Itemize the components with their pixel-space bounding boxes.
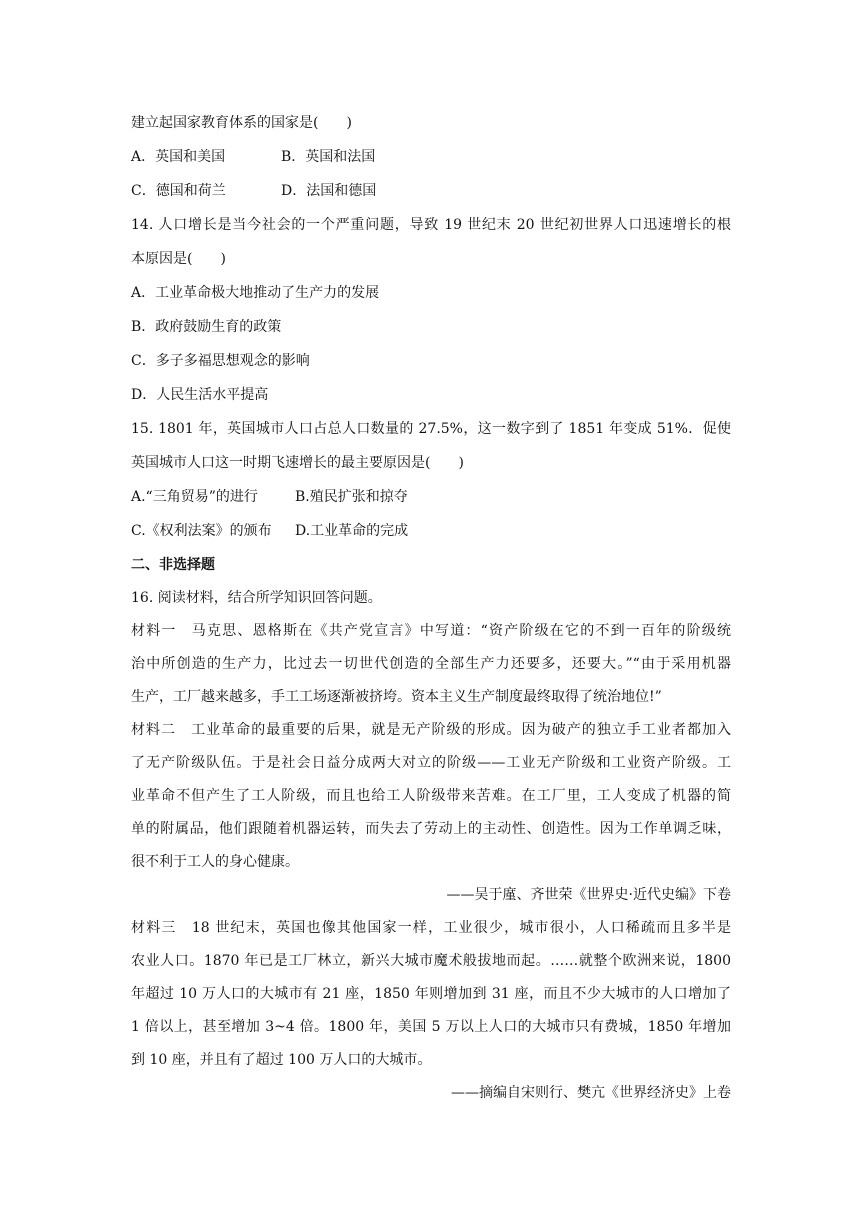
q14-option-b: B．政府鼓励生育的政策 [131,319,282,335]
q13-option-d: D．法国和德国 [281,183,377,199]
material-3-line: 1 倍以上，甚至增加 3~4 倍。1800 年，美国 5 万以上人口的大城市只有费城，1850 年增加 [131,1019,731,1035]
material-3-line: 农业人口。1870 年已是工厂林立，新兴大城市魔术般拔地而起。……就整个欧洲来说，1800 [131,953,731,969]
q13-option-b: B．英国和法国 [281,149,376,165]
q16-intro: 16. 阅读材料，结合所学知识回答问题。 [131,590,382,606]
q15-options-row-1 [131,480,731,514]
q15-option-d: D.工业革命的完成 [295,523,409,539]
q15-option-a: A.“三角贸易”的进行 [131,489,258,505]
q15-option-b: B.殖民扩张和掠夺 [295,489,408,505]
material-1-line: 材料一 马克思、恩格斯在《共产党宣言》中写道：“资产阶级在它的不到一百年的阶级统 [131,623,731,639]
q14-stem-line-1: 14. 人口增长是当今社会的一个严重问题，导致 19 世纪末 20 世纪初世界人口迅速增长的根 [131,217,731,233]
material-3-line: 到 10 座，并且有了超过 100 万人口的大城市。 [131,1052,432,1068]
q15-stem-line-1: 15. 1801 年，英国城市人口占总人口数量的 27.5%，这一数字到了 1851 年变成 51%．促使 [131,421,731,437]
q14-option-c: C．多子多福思想观念的影响 [131,353,310,369]
q13-option-c: C．德国和荷兰 [131,183,226,199]
material-2-line: 很不利于工人的身心健康。 [131,854,299,870]
q13-stem-tail: 建立起国家教育体系的国家是( ) [131,115,352,131]
material-1-line: 生产，工厂越来越多，手工工场逐渐被挤垮。资本主义生产制度最终取得了统治地位!” [131,689,662,705]
material-2-source: ——吴于廑、齐世荣《世界史·近代史编》下卷 [446,887,731,903]
section-heading: 二、非选择题 [131,557,215,573]
material-2-line: 单的附属品，他们跟随着机器运转，而失去了劳动上的主动性、创造性。因为工作单调乏味， [131,821,731,837]
material-2-line: 业革命不但产生了工人阶级，而且也给工人阶级带来苦难。在工厂里，工人变成了机器的简 [131,788,731,804]
material-2-line: 材料二 工业革命的最重要的后果，就是无产阶级的形成。因为破产的独立手工业者都加入 [131,722,731,738]
q14-stem-line-2: 本原因是( ) [131,251,226,267]
material-2-line: 了无产阶级队伍。于是社会日益分成两大对立的阶级——工业无产阶级和工业资产阶级。工 [131,755,731,771]
q15-options-row-2 [131,514,731,548]
material-3-source: ——摘编自宋则行、樊亢《世界经济史》上卷 [451,1085,731,1101]
q13-option-a: A．英国和美国 [131,149,226,165]
material-3-line: 年超过 10 万人口的大城市有 21 座，1850 年则增加到 31 座，而且不少大城市的人口增加了 [131,986,731,1002]
question-column [131,106,731,1110]
q13-options-row-2 [131,174,731,208]
q13-options-row-1 [131,140,731,174]
q15-stem-line-2: 英国城市人口这一时期飞速增长的最主要原因是( ) [131,455,464,471]
q14-option-d: D．人民生活水平提高 [131,387,269,403]
material-1-line: 治中所创造的生产力，比过去一切世代创造的全部生产力还要多，还要大。”“由于采用机器 [131,656,731,672]
material-3-line: 材料三 18 世纪末，英国也像其他国家一样，工业很少，城市很小，人口稀疏而且多半是 [131,920,731,936]
q15-option-c: C.《权利法案》的颁布 [131,523,272,539]
q14-option-a: A．工业革命极大地推动了生产力的发展 [131,285,380,301]
